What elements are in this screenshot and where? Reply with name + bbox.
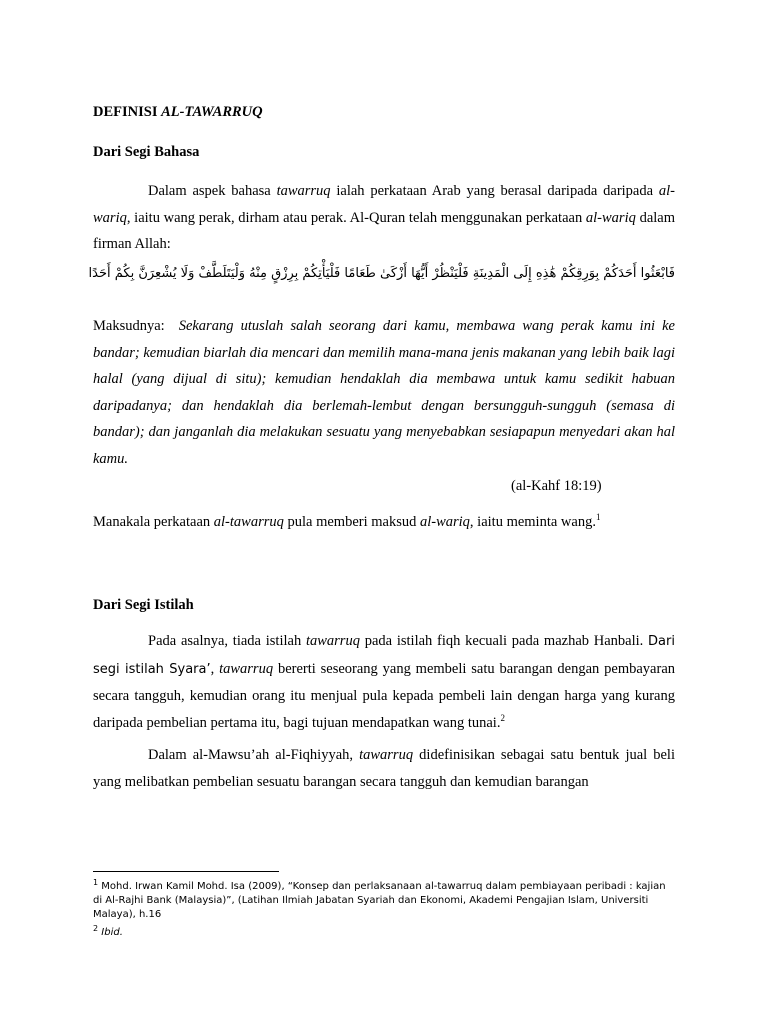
paragraph-bahasa-2 (93, 509, 675, 536)
text-run: Dalam aspek bahasa (148, 183, 277, 199)
italic-term: al-wariq (419, 514, 470, 530)
text-run: , (210, 660, 220, 677)
footnote-text: Ibid. (101, 927, 123, 938)
text-run: dalam firman Allah: (93, 209, 675, 252)
italic-term: tawarruq (276, 183, 331, 199)
text-run: pula memberi maksud (283, 514, 420, 530)
arabic-verse: فَابْعَثُوا أَحَدَكُمْ بِوَرِقِكُمْ هَٰذِهِ إِلَى الْمَدِينَةِ فَلْيَنْظُرْ أَيُّهَا أَزْكَىٰ طَعَامًا فَلْيَأْتِكُمْ بِرِزْقٍ مِنْهُ وَلْيَتَلَطَّفْ وَلَا يُشْعِرَنَّ بِكُمْ أَحَدًا (88, 266, 675, 281)
paragraph-istilah-2 (93, 742, 675, 795)
italic-term: al-wariq (93, 183, 675, 226)
translation-label: Maksudnya: (93, 318, 165, 334)
text-run: Manakala perkataan (93, 514, 214, 530)
title-prefix: DEFINISI (93, 104, 162, 120)
footnote-2 (93, 922, 675, 940)
text-run: Pada asalnya, tiada istilah (148, 633, 306, 649)
verse-reference: (al-Kahf 18:19) (511, 478, 602, 494)
text-run: pada istilah fiqh kecuali pada mazhab Hanbali. (359, 633, 649, 649)
text-run: ialah perkataan Arab yang berasal daripada daripada (330, 183, 659, 199)
italic-term: al-wariq (585, 209, 636, 226)
title-italic: AL-TAWARRUQ (161, 104, 263, 120)
footnote-ref: 1 (595, 512, 601, 522)
paragraph-istilah-1 (93, 628, 675, 736)
italic-term: tawarruq (305, 633, 360, 649)
section-heading-istilah: Dari Segi Istilah (93, 597, 194, 613)
text-run: bererti seseorang yang membeli satu barangan dengan pembayaran secara tangguh, kemudian orang itu menjual pula kepada pembeli lain dengan harga yang kurang daripada pembelian pertama itu, bagi tujuan mendapatkan wang tunai. (93, 660, 675, 731)
italic-term: tawarruq (219, 660, 274, 677)
translation-paragraph (93, 313, 675, 472)
text-run: , iaitu meminta wang. (469, 514, 596, 530)
italic-term: tawarruq (359, 747, 414, 763)
translation-text: Sekarang utuslah salah seorang dari kamu, membawa wang perak kamu ini ke bandar; kemudian biarlah dia mencari dan memilih mana-mana jenis makanan yang lebih baik lagi halal (yang dijual di situ); kemudian hendaklah dia membawa untuk kamu sedikit habuan daripadanya; dan hendaklah dia berlemah-lembut dengan bersungguh-sungguh (semasa di bandar); dan janganlah dia melakukan sesuatu yang menyebabkan sesiapapun menyedari akan hal kamu. (93, 318, 675, 467)
footnote-number: 1 (93, 878, 99, 887)
footnote-ref: 2 (500, 712, 505, 723)
text-run: didefinisikan sebagai satu bentuk jual beli yang melibatkan pembelian sesuatu barangan secara tangguh dan kemudian barangan (93, 747, 675, 790)
footnotes (93, 876, 675, 940)
footnote-text: Mohd. Irwan Kamil Mohd. Isa (2009), “Konsep dan perlaksanaan al-tawarruq dalam pembiayaan peribadi : kajian di Al-Rajhi Bank (Malaysia)”, (Latihan Ilmiah Jabatan Syariah dan Ekonomi, Akademi Pengajian Islam, Universiti Malaya), h.16 (93, 881, 666, 920)
text-run: Dalam al-Mawsu’ah al-Fiqhiyyah, (148, 747, 360, 763)
footnote-separator (93, 871, 279, 872)
footnote-1 (93, 876, 675, 922)
paragraph-bahasa-1 (93, 178, 675, 258)
document-title (93, 104, 263, 121)
section-heading-bahasa: Dari Segi Bahasa (93, 144, 200, 160)
italic-term: al-tawarruq (213, 514, 284, 530)
text-run: , iaitu wang perak, dirham atau perak. Al-Quran telah menggunakan perkataan (126, 209, 586, 226)
footnote-number: 2 (93, 924, 99, 933)
text-run: Dari segi istilah Syara’ (93, 634, 675, 677)
